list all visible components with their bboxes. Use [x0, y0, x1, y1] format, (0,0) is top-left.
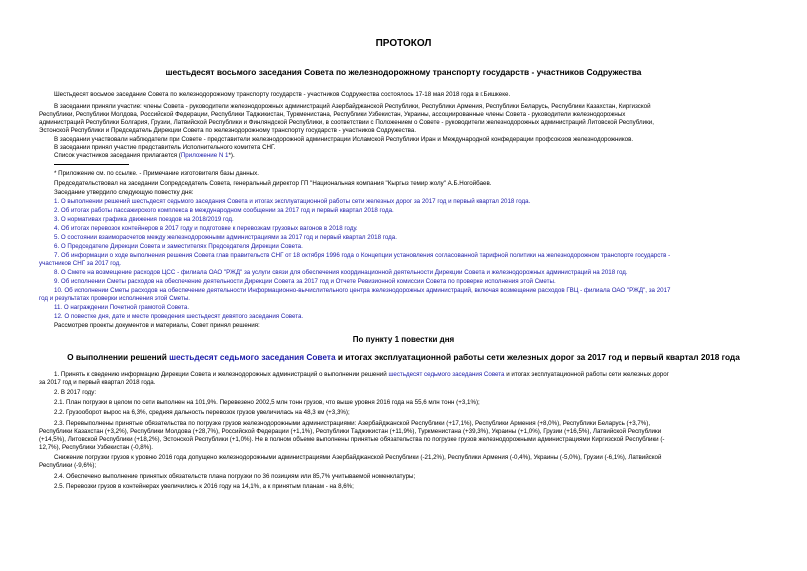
- clause-2-1: 2.1. План погрузки в целом по сети выполнен на 101,9%. Перевезено 2002,5 млн тонн грузов, что выше уровня 2016 года на 55,6 млн тонн (+3,1%);: [54, 399, 480, 406]
- agenda-item[interactable]: 10. Об исполнении Сметы расходов на обеспечение деятельности Информационно-вычислительного центра железнодорожных администраций, включая возмещение расходов ГВЦ - филиала ОАО "РЖД", за 2017: [54, 287, 671, 294]
- observers-paragraph: В заседании участвовали наблюдатели при Совете - представители железнодорожной администрации Исламской Республики Иран и Международной конфедерации профсоюзов железнодорожников.: [54, 136, 634, 143]
- section-title-link[interactable]: шестьдесят седьмого заседания Совета: [169, 352, 336, 362]
- document-title: ПРОТОКОЛ: [375, 38, 432, 49]
- agenda-item-continuation[interactable]: участников СНГ за 2017 год.: [39, 260, 122, 267]
- clause-2-3-line: 12,7%), Республики Узбекистан (-0,8%).: [39, 444, 154, 451]
- clause-2-5: 2.5. Перевозки грузов в контейнерах увеличились к 2016 году на 14,1%, а к принятым планам - на 8,6%;: [54, 483, 354, 490]
- participants-paragraph: В заседании приняли участие: члены Совета - руководители железнодорожных администраций Азербайджанской Республики, Республики Армения, Республики Беларусь, Республики Казахстан, Киргизской: [54, 103, 651, 110]
- decline-paragraph-line: Республики (-9,6%);: [39, 462, 97, 469]
- clause-2: 2. В 2017 году:: [54, 389, 97, 396]
- footnote-divider: [54, 164, 129, 165]
- decision-intro: Рассмотрев проекты документов и материалы, Совет принял решения:: [54, 322, 260, 329]
- section-title-text: О выполнении решений: [67, 352, 170, 362]
- participants-paragraph-line: Республики, Республики Молдова, Российской Федерации, Республики Таджикистан, Туркменистана, Республики Узбекистан, Украины, ассоциированные члены Совета - руководители железнодорожных: [39, 111, 626, 118]
- agenda-item[interactable]: 4. Об итогах перевозок контейнеров в 2017 году и подготовке к перевозкам грузовых вагонов в 2018 году.: [54, 225, 358, 232]
- participants-list-text: Список участников заседания прилагается (: [54, 152, 181, 159]
- clause-1-continuation: за 2017 год и первый квартал 2018 года.: [39, 379, 156, 386]
- agenda-item[interactable]: 12. О повестке дня, дате и месте проведения шестьдесят девятого заседания Совета.: [54, 313, 304, 320]
- clause-1-text: 1. Принять к сведению информацию Дирекции Совета и железнодорожных администраций о выполнении решений: [54, 371, 389, 378]
- document-subtitle: шестьдесят восьмого заседания Совета по железнодорожному транспорту государств - участников Содружества: [165, 67, 642, 77]
- participants-list-text-end: *).: [228, 152, 235, 159]
- agenda-item[interactable]: 5. О состоянии взаиморасчетов между железнодорожными администрациями за 2017 год и первый квартал 2018 года.: [54, 234, 397, 241]
- agenda-item-continuation[interactable]: год и результатах проверки исполнения этой Сметы.: [39, 295, 191, 302]
- clause-2-3: 2.3. Перевыполнены принятые обязательства по погрузке грузов железнодорожными администрациями: Азербайджанской Республики (+17,1%), Республики Армения (+8,0%), Республики Беларусь (+3,7%),: [54, 420, 651, 427]
- agenda-item[interactable]: 2. Об итогах работы пассажирского комплекса в международном сообщении за 2017 год и первый квартал 2018 года.: [54, 207, 394, 214]
- agenda-item[interactable]: 6. О Председателе Дирекции Совета и заместителях Председателя Дирекции Совета.: [54, 243, 303, 250]
- footnote: * Приложение см. по ссылке. - Примечание изготовителя базы данных.: [54, 170, 259, 177]
- appendix-1-link[interactable]: Приложение N 1: [180, 152, 229, 159]
- section-title-text-end: и итогах эксплуатационной работы сети железных дорог за 2017 год и первый квартал 2018 года: [335, 352, 740, 362]
- participants-list-paragraph: [54, 152, 235, 161]
- agenda-item[interactable]: 1. О выполнении решений шестьдесят седьмого заседания Совета и итогах эксплуатационной работы сети железных дорог за 2017 год и первый квартал 2018 года.: [54, 198, 531, 205]
- agenda-intro: Заседание утвердило следующую повестку дня:: [54, 189, 194, 196]
- decline-paragraph: Снижение погрузки грузов к уровню 2016 года допущено железнодорожными администрациями Азербайджанской Республики (-21,2%), Республики Армения (-0,4%), Украины (-5,0%), Грузии (-6,1%), Латвийской: [54, 454, 662, 461]
- cis-representative-paragraph: В заседании принял участие представитель Исполнительного комитета СНГ.: [54, 144, 276, 151]
- agenda-item[interactable]: 11. О награждении Почетной грамотой Совета.: [54, 304, 190, 311]
- participants-paragraph-line: администраций Республики Болгария, Грузии, Латвийской Республики и Финляндской Республики, в соответствии с Положением о Совете - руководители железнодорожных администраций Литовской Республики,: [39, 119, 654, 126]
- section-title: [0, 352, 807, 362]
- agenda-point-heading: По пункту 1 повестки дня: [352, 335, 455, 344]
- chairman-paragraph: Председательствовал на заседании Сопредседатель Совета, генеральный директор ГП "Национальная компания "Кыргыз темир жолу" А.Б.Ногойбаев.: [54, 180, 492, 187]
- clause-2-4: 2.4. Обеспечено выполнение принятых обязательств плана погрузки по 36 позициям или 85,7% учитываемой номенклатуры;: [54, 473, 416, 480]
- clause-1-text-end: и итогах эксплуатационной работы сети железных дорог: [504, 371, 669, 378]
- agenda-item[interactable]: 3. О нормативах графика движения поездов на 2018/2019 год.: [54, 216, 234, 223]
- participants-paragraph-line: Эстонской Республики и Председатель Дирекции Совета по железнодорожному транспорту государств - участников Содружества.: [39, 127, 417, 134]
- clause-2-3-line: Республики Казахстан (+3,2%), Республики Молдова (+28,7%), Российской Федерации (+1,1%), Республики Таджикистан (+11,9%), Туркменистана (+39,3%), Украины (+1,0%), Грузии (+16,5%), Латвийской Республики: [39, 428, 662, 435]
- agenda-item[interactable]: 7. Об информации о ходе выполнения решения Совета глав правительств СНГ от 18 октября 1996 года о Концепции установления согласованной тарифной политики на железнодорожном транспорте государств -: [54, 252, 671, 259]
- clause-2-3-line: (+14,5%), Литовской Республики (+18,2%), Эстонской Республики (+1,0%). Не в полном объеме выполнены принятые обязательства по погрузке грузов железнодорожными администрациями Киргизской Республики (-: [39, 436, 665, 443]
- clause-1-link[interactable]: шестьдесят седьмого заседания Совета: [388, 371, 505, 378]
- agenda-item[interactable]: 9. Об исполнении Сметы расходов на обеспечение деятельности Дирекции Совета за 2017 год и Отчете Ревизионной комиссии Совета по проверке исполнения этой Сметы.: [54, 278, 556, 285]
- intro-paragraph: Шестьдесят восьмое заседание Совета по железнодорожному транспорту государств - участников Содружества состоялось 17-18 мая 2018 года в г.Бишкеке.: [54, 91, 511, 98]
- clause-2-2: 2.2. Грузооборот вырос на 6,3%, средняя дальность перевозок грузов увеличилась на 48,3 км (+3,3%);: [54, 409, 350, 416]
- agenda-item[interactable]: 8. О Смете на возмещение расходов ЦСС - филиала ОАО "РЖД" за услуги связи для обеспечения координационной деятельности Дирекции Совета и железнодорожных администраций на 2018 год.: [54, 269, 628, 276]
